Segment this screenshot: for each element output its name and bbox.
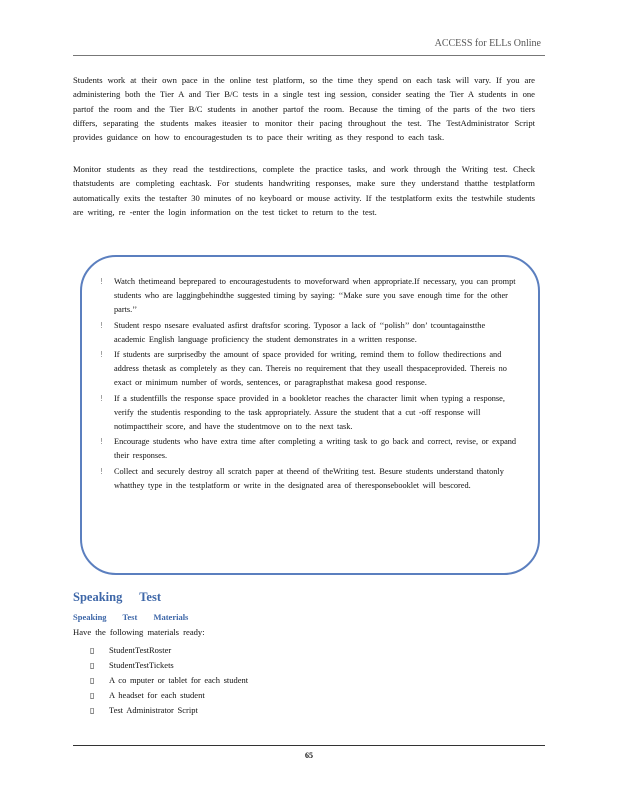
tip-text: Student respo nsesare evaluated asfirst draftsfor scoring. Typosor a lack of ‘‘polish’’ don’ tcountagainstthe academic English language proficiency the student demonstrates in a written response. [114,320,486,344]
box-bullet-icon: ▯ [90,676,95,685]
paragraph-monitor: Monitor students as they read the testdirections, complete the practice tasks, and work through the Writing test. Check thatstudents are completing eachtask. For students handwriting responses, make sure they understand thatthe testplatform automatically exits the testafter 30 minutes of no keyboard or mouse activity. If the testplatform exits the testwhile students are writing, re -enter the login information on the test ticket to return to the test. [73,164,535,217]
materials-intro: Have the following materials ready: [73,627,205,637]
tip-item [98,392,518,435]
tip-item [98,465,518,493]
tip-text: Encourage students who have extra time after completing a writing task to go back and correct, revise, or expand their responses. [114,437,517,461]
tip-text: Watch thetimeand beprepared to encouragestudents to moveforward when appropriate.If necessary, you can prompt students who are laggingbehindthe suggested timing by saying: ‘‘Make sure you save enough time for the other parts.’’ [114,277,516,315]
material-item [90,658,248,673]
material-text: A co mputer or tablet for each student [109,675,249,685]
tips-list [98,275,518,494]
box-bullet-icon: ▯ [90,691,95,700]
material-text: StudentTestTickets [109,660,174,670]
paragraph-pacing: Students work at their own pace in the online test platform, so the time they spend on each task will vary. If you are administering both the Tier A and Tier B/C tests in a single test ing session, consider seating the Tier A students in one partof the room and the Tier B/C students in another partof the room. Because the timing of the parts of the two tiers differs, separating the students makes iteasier to monitor their pacing throughout the test. The TestAdministrator Script provides guidance on how to encouragestuden ts to pace their writing as they respond to each task. [73,75,535,143]
footer-rule [73,745,545,746]
tip-text: If students are surprisedby the amount of space provided for writing, remind them to follow thedirections and address thetask as completely as they can. Thereis no requirement that they useall thespaceprovided. Thereis no exact or minimum number of words, sentences, or paragraphsthat makesa good response. [114,350,507,388]
material-text: StudentTestRoster [109,645,172,655]
page-number: 65 [305,751,313,760]
box-bullet-icon: ▯ [90,706,95,715]
tip-text: If a studentfills the response space provided in a bookletor reaches the character limit when typing a response, verify the studentis responding to the task appropriately. Assure the student that a cut -off response will notimpacttheir score, and have the studentmove on to the next task. [114,393,505,432]
tip-text: Collect and securely destroy all scratch paper at theend of theWriting test. Besure students understand thatonly whatthey type in the testplatform or write in the designated area of theresponsebooklet will bescored. [114,466,504,490]
tip-item [98,275,518,318]
running-header: ACCESS for ELLs Online [434,38,541,49]
material-text: Test Administrator Script [109,705,198,715]
box-bullet-icon: ▯ [90,646,95,655]
box-bullet-icon: ▯ [90,661,95,670]
exclamation-bullet-icon: ! [100,277,104,286]
exclamation-bullet-icon: ! [100,320,104,330]
material-item [90,673,248,688]
material-item [90,643,248,658]
material-item [90,688,248,703]
exclamation-bullet-icon: ! [100,437,104,447]
tip-item [98,348,518,391]
exclamation-bullet-icon: ! [100,466,104,476]
speaking-test-heading: Speaking Test [73,590,161,604]
exclamation-bullet-icon: ! [100,350,104,360]
material-item [90,703,248,718]
tip-item [98,435,518,463]
exclamation-bullet-icon: ! [100,393,104,403]
header-rule [73,55,545,56]
materials-list [90,643,248,718]
tips-callout-box [80,255,540,575]
tip-item [98,319,518,347]
material-text: A headset for each student [109,690,205,700]
speaking-materials-subheading: Speaking Test Materials [73,612,189,622]
